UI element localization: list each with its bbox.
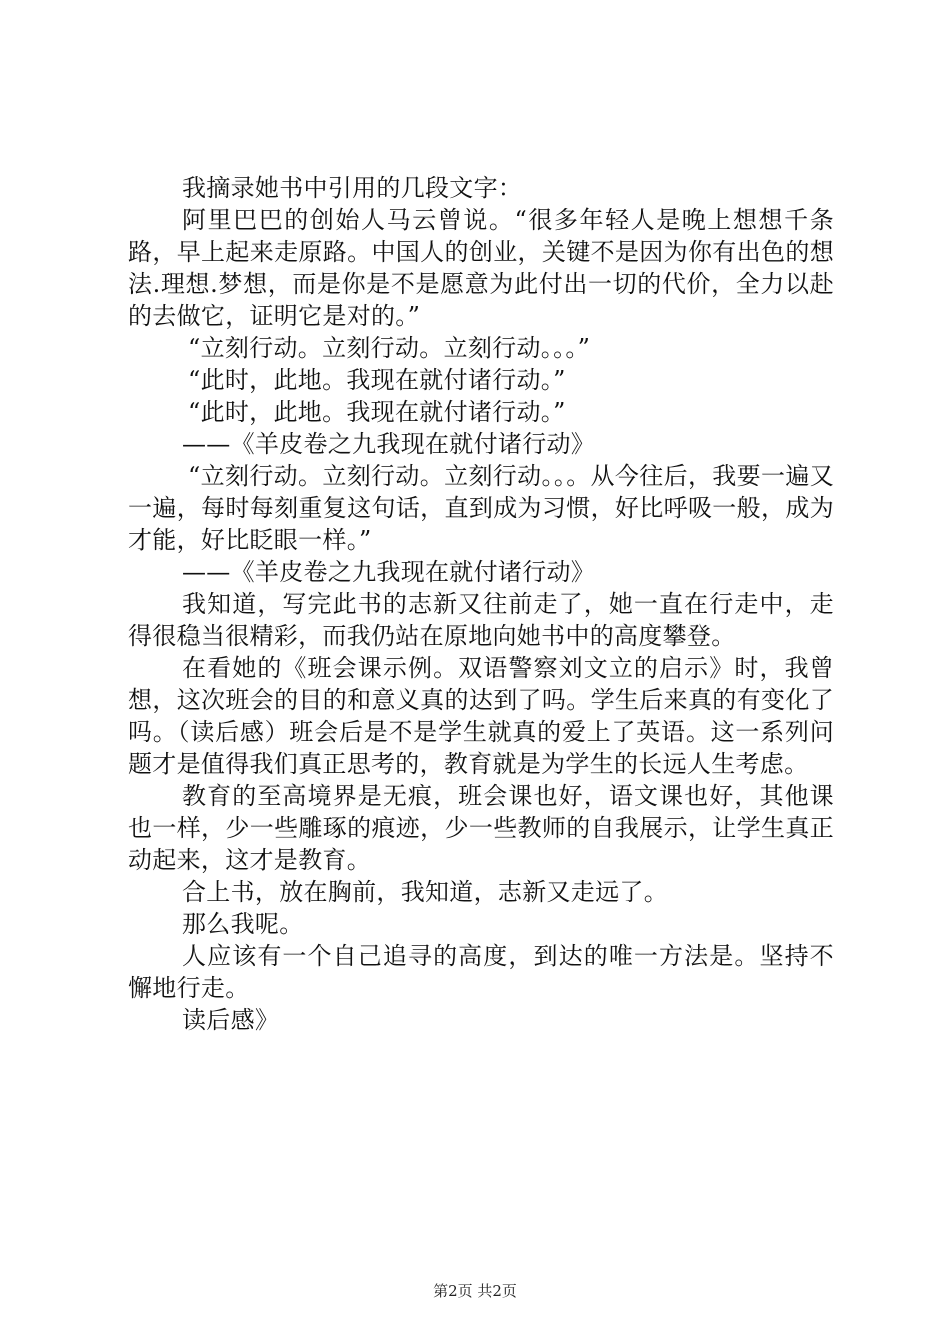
page-footer: 第2页 共2页 bbox=[433, 1282, 517, 1300]
paragraph-quote-act-now: “立刻行动。立刻行动。立刻行动。。。” bbox=[188, 334, 591, 362]
document-body bbox=[128, 172, 834, 1036]
paragraph-source-1: ——《羊皮卷之九我现在就付诸行动》 bbox=[182, 430, 596, 458]
paragraph-conclusion: 人应该有一个自己追寻的高度，到达的唯一方法是。坚持不懈地行走。 bbox=[128, 942, 834, 1002]
paragraph-education: 教育的至高境界是无痕，班会课也好，语文课也好，其他课也一样，少一些雕琢的痕迹，少一些教师的自我展示，让学生真正动起来，这才是教育。 bbox=[128, 782, 834, 874]
paragraph-quote-repeat: “立刻行动。立刻行动。立刻行动。。。从今往后，我要一遍又一遍，每时每刻重复这句话，直到成为习惯，好比呼吸一般，成为才能，好比眨眼一样。” bbox=[128, 462, 834, 554]
paragraph-what-about-me: 那么我呢。 bbox=[182, 910, 304, 938]
paragraph-author-progress: 我知道，写完此书的志新又往前走了，她一直在行走中，走得很稳当很精彩，而我仍站在原地向她书中的高度攀登。 bbox=[128, 590, 834, 650]
paragraph-intro: 我摘录她书中引用的几段文字： bbox=[182, 174, 523, 202]
paragraph-quote-here-now-2: “此时，此地。我现在就付诸行动。” bbox=[188, 398, 566, 426]
paragraph-mayun-quote: 阿里巴巴的创始人马云曾说。“很多年轻人是晚上想想千条路，早上起来走原路。中国人的创业，关键不是因为你有出色的想法.理想.梦想，而是你是不是愿意为此付出一切的代价，全力以赴的去做它，证明它是对的。” bbox=[128, 206, 834, 330]
paragraph-class-meeting: 在看她的《班会课示例。双语警察刘文立的启示》时，我曾想，这次班会的目的和意义真的达到了吗。学生后来真的有变化了吗。（读后感）班会后是不是学生就真的爱上了英语。这一系列问题才是值得我们真正思考的，教育就是为学生的长远人生考虑。 bbox=[128, 654, 834, 778]
paragraph-close-book: 合上书，放在胸前，我知道，志新又走远了。 bbox=[182, 878, 668, 906]
paragraph-source-2: ——《羊皮卷之九我现在就付诸行动》 bbox=[182, 558, 596, 586]
paragraph-ending: 读后感》 bbox=[182, 1006, 280, 1034]
paragraph-quote-here-now-1: “此时，此地。我现在就付诸行动。” bbox=[188, 366, 566, 394]
